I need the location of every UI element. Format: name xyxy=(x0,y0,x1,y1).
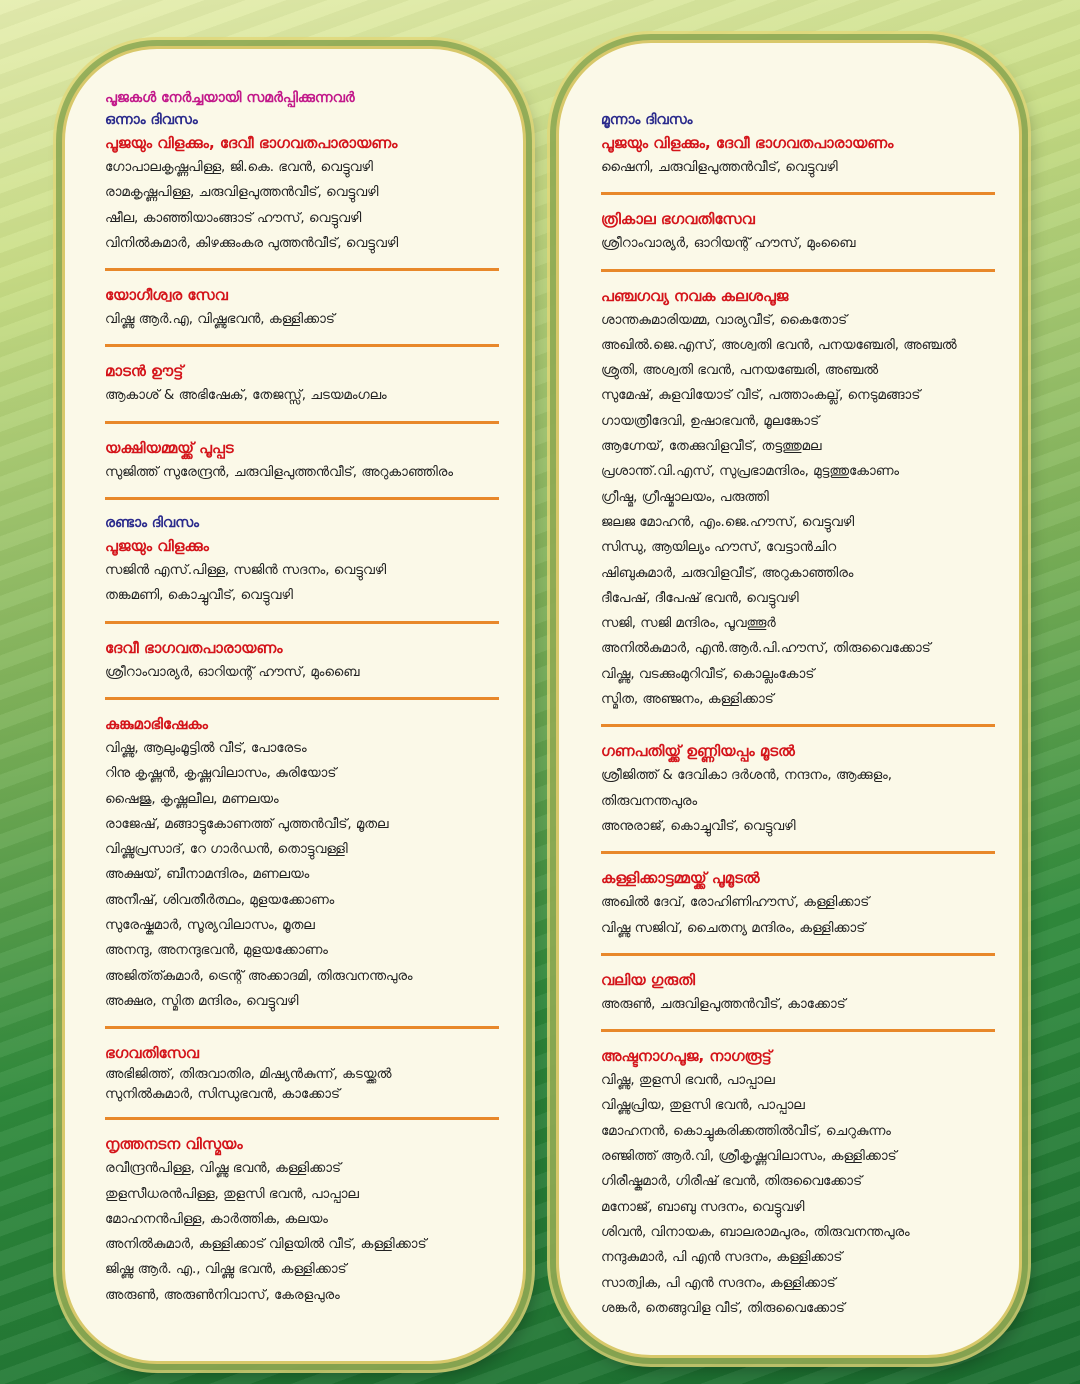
section xyxy=(601,284,989,713)
devotee-entry: സജിൻ എസ്.പിള്ള, സജിൻ സദനം, വെട്ടുവഴി xyxy=(105,563,387,579)
devotee-entry: ശങ്കർ, തെങ്ങുവിള വീട്, തിരുവൈക്കോട് xyxy=(601,1300,845,1316)
section xyxy=(601,739,989,839)
devotee-entry: സ്മിത, അഞ്ജനം, കള്ളിക്കാട് xyxy=(601,692,774,708)
devotee-entry: വിഷ്ണു സജിവ്, ചൈതന്യ മന്ദിരം, കള്ളിക്കാട് xyxy=(601,920,866,936)
section-heading: പഞ്ചഗവ്യ നവക കലശപൂജ xyxy=(601,286,789,305)
section-heading: വലിയ ഗുരുതി xyxy=(601,970,696,989)
devotee-entry: സജി, സജി മന്ദിരം, പൂവത്തൂർ xyxy=(601,616,776,632)
devotee-entry: അഖിൽ ദേവ്, രോഹിണിഹൗസ്, കള്ളിക്കാട് xyxy=(601,895,870,911)
devotee-entry: അക്ഷയ്, ബീനാമന്ദിരം, മണലയം xyxy=(105,867,310,883)
devotee-entry: അനിൽകുമാർ, കള്ളിക്കാട് വിളയിൽ വീട്, കള്ളിക്കാട് xyxy=(105,1237,427,1253)
devotee-entry: ഷിബുകുമാർ, ചരുവിളവീട്, അറുകാഞ്ഞിരം xyxy=(601,565,854,581)
section-heading: മാടൻ ഊട്ട് xyxy=(105,362,184,381)
devotee-entry: ഷീല, കാഞ്ഞിയാംങ്ങാട് ഹൗസ്, വെട്ടുവഴി xyxy=(105,210,362,226)
devotee-entry: വിഷ്ണുപ്രിയ, തുളസി ഭവൻ, പാപ്പാല xyxy=(601,1098,805,1114)
section xyxy=(105,1132,493,1308)
section-heading: കള്ളിക്കാട്ടമ്മയ്ക്ക് പൂമൂടൽ xyxy=(601,869,760,888)
separator xyxy=(105,268,499,271)
devotee-entry: രവീന്ദ്രൻപിള്ള, വിഷ്ണു ഭവൻ, കള്ളിക്കാട് xyxy=(105,1161,341,1177)
devotee-entry: അരുൺ, അരുൺനിവാസ്, കേരളപുരം xyxy=(105,1287,340,1303)
devotee-entry: ഗോപാലകൃഷ്ണപിള്ള, ജി.കെ. ഭവൻ, വെട്ടുവഴി xyxy=(105,160,373,175)
devotee-entry: ഷൈനി, ചരുവിളപുത്തൻവീട്, വെട്ടുവഴി xyxy=(601,160,838,175)
devotee-entry: രാമകൃഷ്ണപിള്ള, ചരുവിളപുത്തൻവീട്, വെട്ടുവഴി xyxy=(105,185,379,201)
section-heading: യക്ഷിയമ്മയ്ക്ക് പൂപ്പട xyxy=(105,438,234,457)
section xyxy=(105,359,493,408)
section xyxy=(105,436,493,485)
section xyxy=(105,131,493,256)
intro-title: പൂജകൾ നേർച്ചയായി സമർപ്പിക്കുന്നവർ xyxy=(105,90,355,106)
section-heading: ദേവീ ഭാഗവതപാരായണം xyxy=(105,638,283,657)
devotee-entry: ജലജ മോഹൻ, എം.ജെ.ഹൗസ്, വെട്ടുവഴി xyxy=(601,514,855,530)
devotee-entry: ദീപേഷ്, ദീപേഷ് ഭവൻ, വെട്ടുവഴി xyxy=(601,590,799,606)
devotee-entry: ശ്രീജിത്ത് & ദേവികാ ദർശൻ, നന്ദനം, ആക്കുളം, xyxy=(601,768,893,784)
devotee-entry: അനന്ദു, അനന്ദുഭവൻ, മുളയക്കോണം xyxy=(105,943,328,959)
devotee-entry: വിഷ്ണുപ്രസാദ്, റേ ഗാർഡൻ, തൊട്ടുവള്ളി xyxy=(105,842,348,858)
devotee-entry: ആഗ്നേയ്, തേക്കുവിളവീട്, തട്ടത്തുമല xyxy=(601,439,822,455)
devotee-entry: ഷൈജു, കൃഷ്ണലീല, മണലയം xyxy=(105,791,279,807)
separator xyxy=(105,697,499,700)
devotee-entry: വിഷ്ണു ആർ.എ, വിഷ്ണുഭവൻ, കള്ളിക്കാട് xyxy=(105,312,335,328)
separator xyxy=(105,621,499,624)
section xyxy=(105,283,493,332)
devotee-entry: സുജിത്ത് സുരേന്ദ്രൻ, ചരുവിളപുത്തൻവീട്, അറുകാഞ്ഞിരം xyxy=(105,464,453,480)
section-heading: ത്രികാല ഭഗവതിസേവ xyxy=(601,210,755,229)
devotee-entry: ശ്രുതി, അശ്വതി ഭവൻ, പനയഞ്ചേരി, അഞ്ചൽ xyxy=(601,363,879,379)
devotee-entry: വിഷ്ണു, തുളസി ഭവൻ, പാപ്പാല xyxy=(601,1073,775,1089)
section-heading: പൂജയും വിളക്കും, ദേവീ ഭാഗവതപാരായണം xyxy=(105,134,398,152)
devotee-entry: സുനിൽകുമാർ, സിന്ധുഭവൻ, കാക്കോട് xyxy=(105,1087,340,1103)
devotee-entry: ശ്രീറാംവാര്യർ, ഓറിയന്റ് ഹൗസ്, മുംബൈ xyxy=(105,664,360,680)
section-heading: കുങ്കുമാഭിഷേകം xyxy=(105,714,208,733)
devotee-entry: അക്ഷര, സ്മിത മന്ദിരം, വെട്ടുവഴി xyxy=(105,993,299,1009)
separator xyxy=(601,269,995,272)
section xyxy=(105,712,493,1014)
left-panel xyxy=(62,46,526,1364)
devotee-entry: അജിത്ത്കുമാർ, ട്രെന്റ് അക്കാദമി, തിരുവനന്തപുരം xyxy=(105,968,413,984)
devotee-entry: ഗിരീഷ്കുമാർ, ഗിരീഷ് ഭവൻ, തിരുവൈക്കോട് xyxy=(601,1174,863,1190)
devotee-entry: ജിഷ്ണു ആർ. എ., വിഷ്ണു ഭവൻ, കള്ളിക്കാട് xyxy=(105,1262,347,1278)
section xyxy=(105,1041,493,1105)
devotee-entry: ശിവൻ, വിനായക, ബാലരാമപുരം, തിരുവനന്തപുരം xyxy=(601,1224,910,1240)
separator xyxy=(601,724,995,727)
devotee-entry: തിരുവനന്തപുരം xyxy=(601,793,698,809)
devotee-entry: സുമേഷ്, കുളവിയോട് വീട്, പത്താംകല്ല്, നെടുമങ്ങാട് xyxy=(601,388,921,404)
section-heading: യോഗീശ്വര സേവ xyxy=(105,286,228,305)
devotee-entry: അനീഷ്, ശിവതീർത്ഥം, മുളയക്കോണം xyxy=(105,892,335,908)
devotee-entry: വിനിൽകുമാർ, കിഴക്കുംകര പുത്തൻവീട്, വെട്ടുവഴി xyxy=(105,235,399,251)
devotee-entry: നന്ദുകുമാർ, പി എൻ സദനം, കള്ളിക്കാട് xyxy=(601,1250,843,1266)
section-heading: ഭഗവതിസേവ xyxy=(105,1044,199,1063)
separator xyxy=(105,344,499,347)
section xyxy=(601,968,989,1017)
separator xyxy=(601,192,995,195)
devotee-entry: സിന്ധു, ആയില്യം ഹൗസ്, വേട്ടാൻചിറ xyxy=(601,540,837,556)
devotee-entry: സുരേഷ്കുമാർ, സൂര്യവിലാസം, മൂതല xyxy=(105,918,315,934)
separator xyxy=(105,497,499,500)
separator xyxy=(105,1026,499,1029)
devotee-entry: റിനു കൃഷ്ണൻ, കൃഷ്ണവിലാസം, കുരിയോട് xyxy=(105,766,337,782)
section xyxy=(601,207,989,256)
section xyxy=(105,636,493,685)
section-heading: പൂജയും വിളക്കും xyxy=(105,537,209,556)
section xyxy=(601,866,989,941)
section-heading: നൃത്തനടന വിസ്മയം xyxy=(105,1135,243,1154)
devotee-entry: സാത്വിക, പി എൻ സദനം, കള്ളിക്കാട് xyxy=(601,1275,836,1291)
section xyxy=(105,534,493,609)
separator xyxy=(105,421,499,424)
section-heading: ഗണപതിയ്ക്ക് ഉണ്ണിയപ്പം മൂടൽ xyxy=(601,742,795,761)
right-panel xyxy=(556,40,1022,1358)
devotee-entry: ഗായത്രീദേവി, ഉഷാഭവൻ, മൂലങ്കോട് xyxy=(601,413,820,429)
devotee-entry: തുളസീധരൻപിള്ള, തുളസി ഭവൻ, പാപ്പാല xyxy=(105,1186,359,1202)
devotee-entry: അഖിൽ.ജെ.എസ്, അശ്വതി ഭവൻ, പനയഞ്ചേരി, അഞ്ചൽ xyxy=(601,337,957,353)
devotee-entry: ശ്രീറാംവാര്യർ, ഓറിയന്റ് ഹൗസ്, മുംബൈ xyxy=(601,236,856,252)
section-heading: പൂജയും വിളക്കും, ദേവീ ഭാഗവതപാരായണം xyxy=(601,134,894,152)
section xyxy=(601,1044,989,1321)
devotee-entry: മനോജ്, ബാബു സദനം, വെട്ടുവഴി xyxy=(601,1199,805,1215)
day-heading: ഒന്നാം ദിവസം xyxy=(105,112,198,128)
separator xyxy=(601,851,995,854)
devotee-entry: അനുരാജ്, കൊച്ചുവീട്, വെട്ടുവഴി xyxy=(601,818,796,834)
day-heading: രണ്ടാം ദിവസം xyxy=(105,515,200,532)
devotee-entry: പ്രശാന്ത്.വി.എസ്, സുപ്രഭാമന്ദിരം, മുട്ടത്തുകോണം xyxy=(601,464,900,480)
day-heading: മൂന്നാം ദിവസം xyxy=(601,112,693,128)
devotee-entry: തങ്കമണി, കൊച്ചുവീട്, വെട്ടുവഴി xyxy=(105,588,293,604)
devotee-entry: ഗ്രീഷ്മ, ഗ്രീഷ്മാലയം, പരുത്തി xyxy=(601,489,769,505)
devotee-entry: അനിൽകുമാർ, എൻ.ആർ.പി.ഹൗസ്, തിരുവൈക്കോട് xyxy=(601,641,931,657)
devotee-entry: വിഷ്ണു, ആലുംമൂട്ടിൽ വീട്, പോരേടം xyxy=(105,740,307,756)
section-heading: അഷ്ടനാഗപൂജ, നാഗരൂട്ട് xyxy=(601,1047,772,1066)
devotee-entry: അഭിജിത്ത്, തിരുവാതിര, മിഷ്യൻകുന്ന്, കടയ്ക്കൽ xyxy=(105,1067,392,1083)
separator xyxy=(601,953,995,956)
devotee-entry: അരുൺ, ചരുവിളപുത്തൻവീട്, കാക്കോട് xyxy=(601,996,846,1012)
devotee-entry: മോഹനൻപിള്ള, കാർത്തിക, കലയം xyxy=(105,1211,328,1227)
devotee-entry: മോഹനൻ, കൊച്ചുകരിക്കത്തിൽവീട്, ചെറുകുന്നം xyxy=(601,1123,891,1139)
devotee-entry: രാജേഷ്, മങ്ങാട്ടുകോണത്ത് പുത്തൻവീട്, മൂതല xyxy=(105,816,389,832)
separator xyxy=(601,1029,995,1032)
section xyxy=(601,131,989,180)
devotee-entry: വിഷ്ണു, വടക്കുംമുറിവീട്, കൊല്ലംകോട് xyxy=(601,666,815,682)
devotee-entry: ശാന്തകുമാരിയമ്മ, വാര്യവീട്, കൈതോട് xyxy=(601,312,848,328)
separator xyxy=(105,1117,499,1120)
devotee-entry: ആകാശ് & അഭിഷേക്, തേജസ്സ്, ചടയമംഗലം xyxy=(105,388,387,404)
devotee-entry: രഞ്ജിത്ത് ആർ.വി, ശ്രീകൃഷ്ണവിലാസം, കള്ളിക്കാട് xyxy=(601,1149,897,1165)
